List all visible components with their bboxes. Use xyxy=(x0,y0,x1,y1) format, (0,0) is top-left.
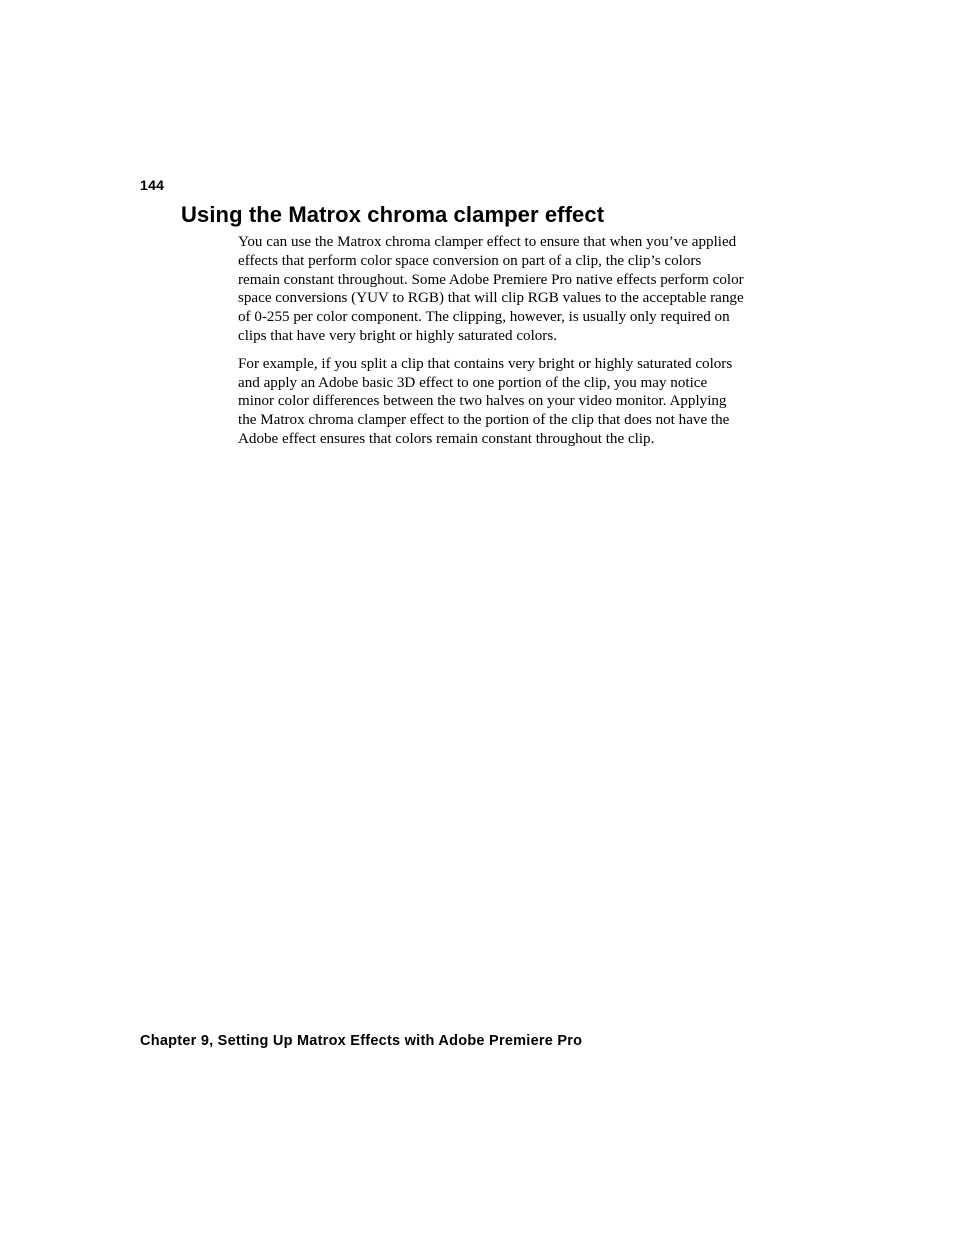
section-heading: Using the Matrox chroma clamper effect xyxy=(181,202,605,227)
paragraph-1: You can use the Matrox chroma clamper effect to ensure that when you’ve applied effects that perform color space conversion on part of a clip, the clip’s colors remain constant throughout. Some Adobe Premiere Pro native effects perform color space conversions (YUV to RGB) that will clip RGB values to the acceptable range of 0-255 per color component. The clipping, however, is usually only required on clips that have very bright or highly saturated colors. xyxy=(238,234,744,344)
paragraph-2: For example, if you split a clip that contains very bright or highly saturated colors and apply an Adobe basic 3D effect to one portion of the clip, you may notice minor color differences between the two halves on your video monitor. Applying the Matrox chroma clamper effect to the portion of the clip that does not have the Adobe effect ensures that colors remain constant throughout the clip. xyxy=(238,355,733,447)
chapter-footer: Chapter 9, Setting Up Matrox Effects with Adobe Premiere Pro xyxy=(140,1033,583,1049)
section-body xyxy=(238,233,744,458)
page-number: 144 xyxy=(140,177,165,193)
